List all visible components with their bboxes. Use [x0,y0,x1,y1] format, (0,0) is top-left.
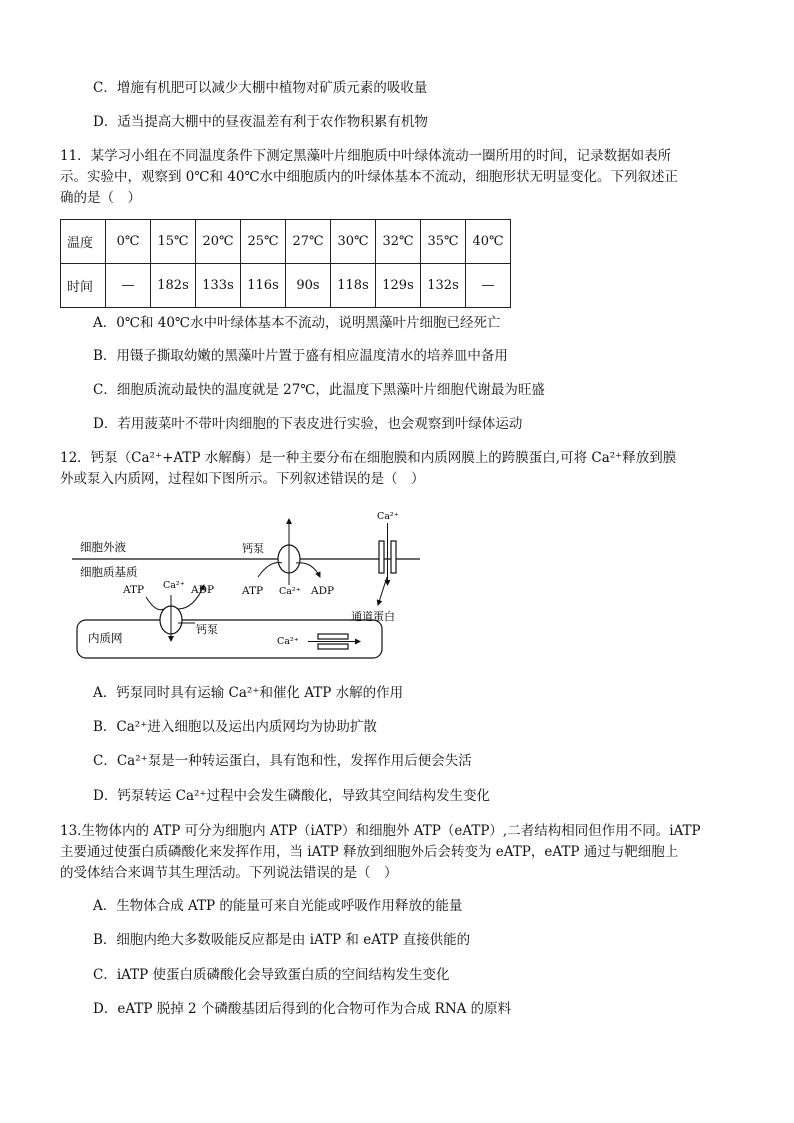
adp-label: ADP [191,584,215,596]
q13-option-d: D．eATP 脱掉 2 个磷酸基团后得到的化合物可作为合成 RNA 的原料 [93,1001,512,1017]
q11-data-table [60,219,511,308]
q11-stem-line3: 确的是（ ） [60,190,141,206]
table-row-temperature [61,220,511,264]
channel-label: 通道蛋白 [351,610,395,623]
q12-stem-line1: 12．钙泵（Ca²⁺+ATP 水解酶）是一种主要分布在细胞膜和内质网膜上的跨膜蛋白,可将 Ca²⁺释放到膜 [60,450,677,466]
q12-option-c: C．Ca²⁺泵是一种转运蛋白，具有饱和性，发挥作用后便会失活 [93,753,472,769]
table-cell: 32℃ [376,220,421,264]
q11-option-c: C．细胞质流动最快的温度就是 27℃，此温度下黑藻叶片细胞代谢最为旺盛 [93,382,545,398]
table-cell: 0℃ [106,220,151,264]
table-header-temperature: 温度 [61,220,106,264]
er-label: 内质网 [88,631,123,645]
q11-option-b: B．用镊子撕取幼嫩的黑藻叶片置于盛有相应温度清水的培养皿中备用 [93,348,508,364]
q13-stem-line1: 13.生物体内的 ATP 可分为细胞内 ATP（iATP）和细胞外 ATP（eATP）,二者结构相同但作用不同。iATP [60,823,701,839]
extracellular-label: 细胞外液 [80,540,126,554]
table-row-time [61,264,511,308]
q13-option-b: B．细胞内绝大多数吸能反应都是由 iATP 和 eATP 直接供能的 [93,932,471,948]
q11-stem-line2: 示。实验中，观察到 0℃和 40℃水中细胞质内的叶绿体基本不流动，细胞形状无明显变化。下列叙述正 [60,169,679,185]
q12-option-d: D．钙泵转运 Ca²⁺过程中会发生磷酸化，导致其空间结构发生变化 [93,788,491,804]
table-cell: 129s [376,264,421,308]
calcium-pump-diagram [60,505,440,665]
q13-option-c: C．iATP 使蛋白质磷酸化会导致蛋白质的空间结构发生变化 [93,967,450,983]
q12-option-a: A．钙泵同时具有运输 Ca²⁺和催化 ATP 水解的作用 [93,685,404,701]
table-cell: 20℃ [196,220,241,264]
cytoplasm-label: 细胞质基质 [80,565,138,579]
table-cell: 90s [286,264,331,308]
table-cell: 35℃ [421,220,466,264]
table-cell: — [466,264,511,308]
table-cell: 27℃ [286,220,331,264]
pump-label: 钙泵 [196,623,218,636]
atp-label: ATP [242,585,264,597]
table-cell: 118s [331,264,376,308]
q13-stem-line2: 主要通过使蛋白质磷酸化来发挥作用，当 iATP 释放到细胞外后会转变为 eATP，eATP 通过与靶细胞上 [60,844,679,860]
table-cell: 132s [421,264,466,308]
pump-label: 钙泵 [242,542,264,555]
er-channel-icon [318,634,348,639]
q13-stem-line3: 的受体结合来调节其生理活动。下列说法错误的是（ ） [60,865,398,881]
q11-option-d: D．若用菠菜叶不带叶肉细胞的下表皮进行实验，也会观察到叶绿体运动 [93,416,523,432]
ca-label: Ca²⁺ [377,511,399,522]
table-header-time: 时间 [61,264,106,308]
table-cell: 116s [241,264,286,308]
table-cell: 15℃ [151,220,196,264]
channel-protein-icon [379,541,384,573]
q11-stem-line1: 11．某学习小组在不同温度条件下测定黑藻叶片细胞质中叶绿体流动一圈所用的时间，记录数据如表所 [60,148,672,164]
table-cell: 40℃ [466,220,511,264]
table-cell: 30℃ [331,220,376,264]
table-cell: 133s [196,264,241,308]
table-cell: — [106,264,151,308]
ca-label: Ca²⁺ [163,580,185,591]
adp-label: ADP [311,585,335,597]
table-cell: 182s [151,264,196,308]
q10-option-c: C．增施有机肥可以减少大棚中植物对矿质元素的吸收量 [93,80,428,96]
q12-option-b: B．Ca²⁺进入细胞以及运出内质网均为协助扩散 [93,719,377,735]
ca-label: Ca²⁺ [277,636,299,647]
q11-option-a: A．0℃和 40℃水中叶绿体基本不流动，说明黑藻叶片细胞已经死亡 [93,315,501,331]
ca-label: Ca²⁺ [279,586,301,597]
q12-stem-line2: 外或泵入内质网，过程如下图所示。下列叙述错误的是（ ） [60,471,425,487]
q13-option-a: A．生物体合成 ATP 的能量可来自光能或呼吸作用释放的能量 [93,898,463,914]
table-cell: 25℃ [241,220,286,264]
atp-label: ATP [123,584,145,596]
q10-option-d: D．适当提高大棚中的昼夜温差有利于农作物积累有机物 [93,114,428,130]
